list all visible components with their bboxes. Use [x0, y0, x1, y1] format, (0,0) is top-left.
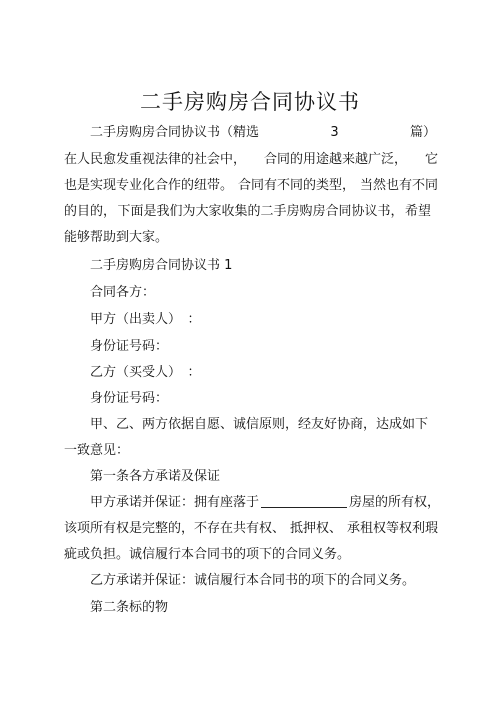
document-title: 二手房购房合同协议书 — [140, 90, 360, 114]
article-1-title: 第一条各方承诺及保证 — [90, 469, 221, 484]
intro-line-3 — [64, 176, 438, 196]
promise-text: 房屋的所有权， — [349, 495, 441, 510]
intro-line-2 — [64, 150, 438, 170]
intro-line-4 — [64, 202, 431, 222]
intro-text: 二手房购房合同协议书（精选 — [90, 125, 260, 140]
article-2-title: 第二条标的物 — [90, 600, 169, 615]
intro-segment: 也是实现专业化合作的纽带。 — [64, 178, 234, 193]
parties-label: 合同各方： — [90, 285, 156, 300]
promise-segment: 承租权等权利瑕 — [346, 521, 438, 536]
promise-segment: 抵押权、 — [289, 521, 342, 536]
promise-text: 甲方承诺并保证：拥有座落于 — [90, 495, 260, 510]
intro-segment: 当然也有不同 — [359, 178, 438, 193]
intro-segment: 合同的用途越来越广泛， — [263, 152, 407, 167]
intro-segment: 下面是我们为大家收集的二手房购房合同协议书， — [117, 204, 404, 219]
party-a-id-label: 身份证号码： — [90, 339, 169, 354]
party-a-label: 甲方（出卖人） ： — [90, 312, 201, 327]
intro-segment: 希望 — [404, 204, 431, 219]
party-b-promise: 乙方承诺并保证：诚信履行本合同书的项下的合同义务。 — [90, 573, 416, 588]
section-1-title: 二手房购房合同协议书 1 — [90, 258, 233, 273]
intro-segment: 的目的， — [64, 204, 117, 219]
agreement-line-2: 一致意见： — [64, 443, 130, 458]
party-a-promise-line-3: 疵或负担。诚信履行本合同书的项下的合同义务。 — [64, 547, 351, 562]
intro-text-end: 篇） — [409, 125, 436, 140]
blank-address-field — [261, 493, 347, 508]
intro-segment: 合同有不同的类型， — [237, 178, 355, 193]
agreement-line-1: 甲、乙、两方依据自愿、诚信原则，经友好协商，达成如下 — [90, 417, 429, 432]
party-a-promise-line-2 — [64, 519, 438, 539]
intro-segment: 在人民愈发重视法律的社会中， — [64, 152, 247, 167]
intro-line-5: 能够帮助到大家。 — [64, 230, 169, 245]
party-a-promise-line-1 — [90, 493, 440, 513]
intro-count: 3 — [330, 125, 339, 140]
intro-segment: 它 — [424, 152, 438, 167]
promise-segment: 该项所有权是完整的，不存在共有权、 — [64, 521, 286, 536]
party-b-id-label: 身份证号码： — [90, 391, 169, 406]
intro-line-1 — [90, 123, 436, 143]
party-b-label: 乙方（买受人） ： — [90, 365, 201, 380]
